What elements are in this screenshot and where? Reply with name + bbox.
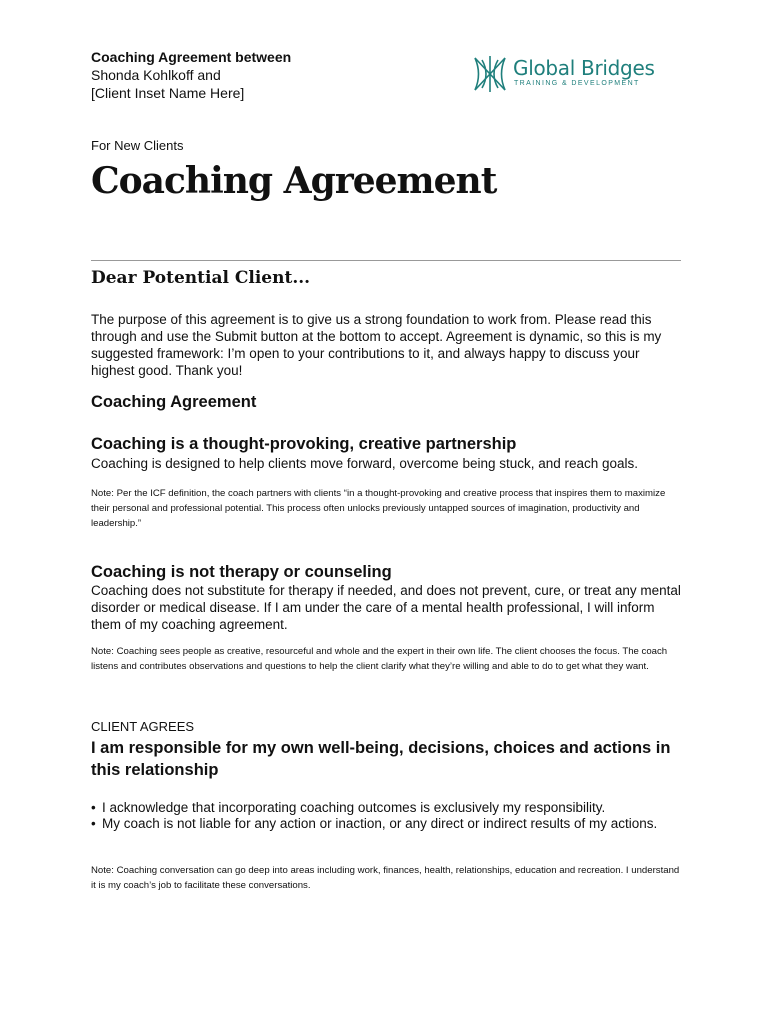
bridge-logo-icon [473,54,507,94]
header-line-2: Shonda Kohlkoff and [91,67,221,83]
page-subtitle: For New Clients [91,138,184,153]
list-item-text: My coach is not liable for any action or inaction, or any direct or indirect results of my actions. [102,816,658,831]
header-line-1: Coaching Agreement between [91,49,292,65]
section-2-body: Coaching does not substitute for therapy if needed, and does not prevent, cure, or treat any mental disorder or medical disease. If I am under the care of a mental health professional, I will inform them of my coaching agreement. [91,583,681,632]
logo-name: Global Bridges [513,56,655,80]
section-title: Coaching Agreement [91,393,257,411]
client-agrees-label: CLIENT AGREES [91,719,195,734]
agreement-parties [91,48,291,102]
list-item: • I acknowledge that incorporating coaching outcomes is exclusively my responsibility. [91,800,606,815]
divider [91,260,681,261]
list-item-text: I acknowledge that incorporating coaching outcomes is exclusively my responsibility. [102,800,606,815]
client-agrees-list [91,800,681,832]
header-line-3: [Client Inset Name Here] [91,85,245,101]
document-page [91,0,681,1024]
page-title: Coaching Agreement [91,160,497,202]
greeting-heading: Dear Potential Client... [91,268,311,288]
section-1-heading: Coaching is a thought-provoking, creative partnership [91,435,517,453]
logo-tagline: TRAINING & DEVELOPMENT [514,80,640,87]
intro-paragraph: The purpose of this agreement is to give us a strong foundation to work from. Please read this through and use the Submit button at the bottom to accept. Agreement is dynamic, so this is my suggested framework: I’m open to your contributions to it, and always happy to discuss your highest good. Thank you! [91,312,662,378]
list-item: • My coach is not liable for any action or inaction, or any direct or indirect results of my actions. [91,816,658,831]
global-bridges-logo [473,52,673,96]
section-1-body: Coaching is designed to help clients move forward, overcome being stuck, and reach goals. [91,456,639,471]
client-agrees-note: Note: Coaching conversation can go deep into areas including work, finances, health, relationships, education and recreation. I understand it is my coach’s job to facilitate these conversations. [91,865,680,891]
client-agrees-heading: I am responsible for my own well-being, decisions, choices and actions in this relationship [91,739,671,779]
section-1-note: Note: Per the ICF definition, the coach partners with clients “in a thought-provoking and creative process that inspires them to maximize their personal and professional potential. This process often unlocks previously untapped sources of imagination, productivity and leadership.” [91,488,666,529]
section-2-note: Note: Coaching sees people as creative, resourceful and whole and the expert in their own life. The client chooses the focus. The coach listens and contributes observations and questions to help the client clarify what they’re willing and able to do to get what they want. [91,646,668,672]
section-2-heading: Coaching is not therapy or counseling [91,563,392,581]
